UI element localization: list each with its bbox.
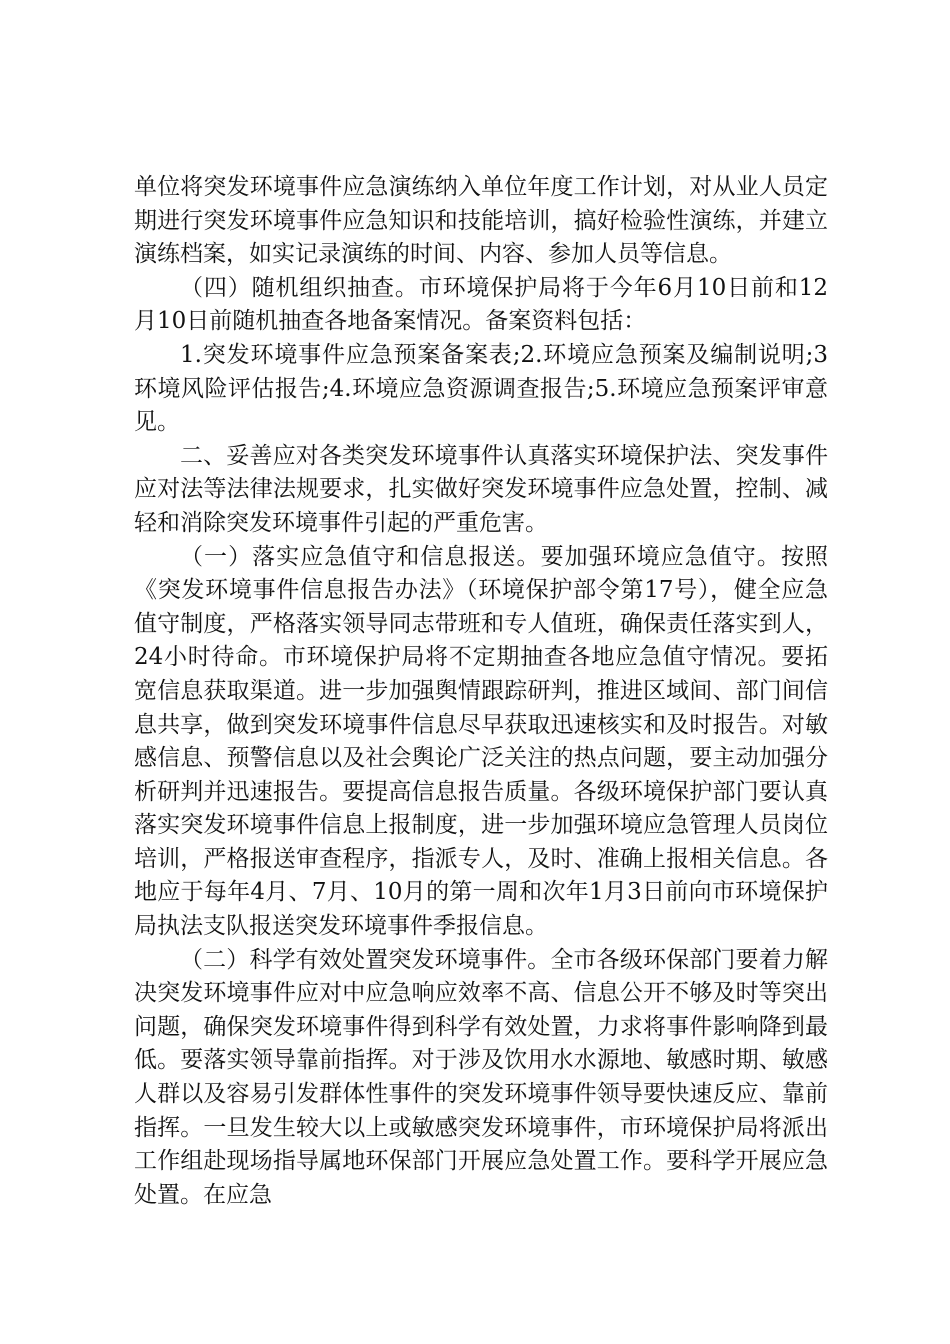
paragraph-effective-handling: （二）科学有效处置突发环境事件。全市各级环保部门要着力解决突发环境事件应对中应急响应效率不高、信息公开不够及时等突出问题，确保突发环境事件得到科学有效处置，力求将事件影响降到最低。要落实领导靠前指挥。对于涉及饮用水水源地、敏感时期、敏感人群以及容易引发群体性事件的突发环境事件领导要快速反应、靠前指挥。一旦发生较大以上或敏感突发环境事件，市环境保护局将派出工作组赴现场指导属地环保部门开展应急处置工作。要科学开展应急处置。在应急 bbox=[134, 946, 828, 1208]
paragraph-filing-materials: 1.突发环境事件应急预案备案表;2.环境应急预案及编制说明;3环境风险评估报告;4.环境应急资源调查报告;5.环境应急预案评审意见。 bbox=[134, 341, 828, 436]
paragraph-duty-and-reporting: （一）落实应急值守和信息报送。要加强环境应急值守。按照《突发环境事件信息报告办法》（环境保护部令第17号），健全应急值守制度，严格落实领导同志带班和专人值班，确保责任落实到人，24小时待命。市环境保护局将不定期抽查各地应急值守情况。要拓宽信息获取渠道。进一步加强舆情跟踪研判，推进区域间、部门间信息共享，做到突发环境事件信息尽早获取迅速核实和及时报告。对敏感信息、预警信息以及社会舆论广泛关注的热点问题，要主动加强分析研判并迅速报告。要提高信息报告质量。各级环境保护部门要认真落实突发环境事件信息上报制度，进一步加强环境应急管理人员岗位培训，严格报送审查程序，指派专人，及时、准确上报相关信息。各地应于每年4月、7月、10月的第一周和次年1月3日前向市环境保护局执法支队报送突发环境事件季报信息。 bbox=[134, 543, 828, 940]
paragraph-drill-continuation: 单位将突发环境事件应急演练纳入单位年度工作计划，对从业人员定期进行突发环境事件应急知识和技能培训，搞好检验性演练，并建立演练档案，如实记录演练的时间、内容、参加人员等信息。 bbox=[134, 174, 828, 268]
document-body bbox=[134, 171, 828, 1212]
paragraph-section-two-heading: 二、妥善应对各类突发环境事件认真落实环境保护法、突发事件应对法等法律法规要求，扎实做好突发环境事件应急处置，控制、减轻和消除突发环境事件引起的严重危害。 bbox=[134, 442, 828, 536]
paragraph-random-inspection: （四）随机组织抽查。市环境保护局将于今年6月10日前和12月10日前随机抽查各地备案情况。备案资料包括： bbox=[134, 274, 828, 335]
